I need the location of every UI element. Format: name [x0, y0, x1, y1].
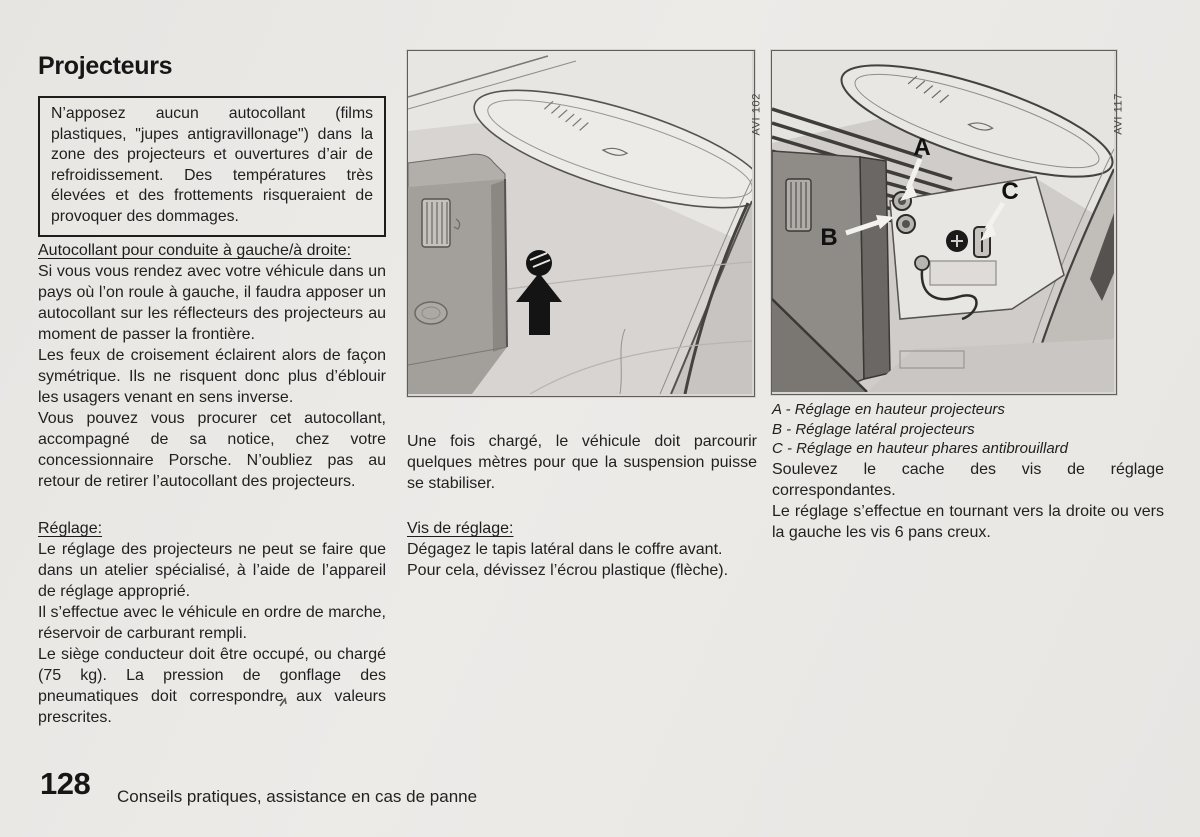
page-number: 128 [40, 766, 91, 801]
sticker-paragraph-1: Si vous vous rendez avec votre véhicule dans un pays où l’on roule à gauche, il faudra apposer un autocollant sur les réflecteurs des projecteurs au moment de passer la frontière. [38, 263, 386, 343]
adjusting-screws-heading: Vis de réglage: [407, 520, 514, 537]
sticker-paragraph-2: Les feux de croisement éclairent alors de façon symétrique. Ils ne risquent donc plus d’éblouir les usagers venant en sens inverse. [38, 347, 386, 406]
front-trunk-arrow-illustration [408, 51, 752, 394]
adjustment-paragraph-2: Il s’effectue avec le véhicule en ordre de marche, réservoir de carburant rempli. [38, 604, 386, 642]
page-title: Projecteurs [38, 52, 173, 80]
adjustment-section-heading: Réglage: [38, 520, 103, 537]
sticker-paragraph-3: Vous pouvez vous procurer cet autocollant, accompagné de sa notice, chez votre concessionnaire Porsche. N’oubliez pas au retour de retirer l’autocollant des projecteurs. [38, 410, 386, 490]
cover-paragraph: Soulevez le cache des vis de réglage correspondantes. [772, 460, 1164, 499]
scan-artifact-mark [278, 697, 291, 708]
figure1-code: AVI 102 [751, 93, 763, 136]
figure-adjustment-screws [771, 50, 1125, 395]
left-column [38, 240, 386, 728]
figure2-code: AVI 117 [1113, 93, 1125, 135]
figure2-caption-c: C - Réglage en hauteur phares antibrouillard [772, 440, 1069, 457]
figure2-caption-b: B - Réglage latéral projecteurs [772, 420, 975, 438]
callout-c-label: C [1001, 178, 1019, 205]
loaded-vehicle-paragraph: Une fois chargé, le véhicule doit parcourir quelques mètres pour que la suspension puisse se stabiliser. [407, 433, 757, 492]
chapter-title: Conseils pratiques, assistance en cas de panne [117, 787, 478, 806]
callout-b-label: B [820, 224, 838, 251]
warning-box: N’apposez aucun autocollant (films plastiques, "jupes antigravillonage") dans la zone des projecteurs et ouvertures d’air de refroidissement. Des températures très élevées et des frottements risqueraient de provoquer des dommages. [38, 96, 386, 237]
turning-paragraph: Le réglage s’effectue en tournant vers la droite ou vers la gauche les vis 6 pans creux. [772, 502, 1164, 541]
right-column [772, 400, 1164, 543]
callout-a-label: A [913, 134, 931, 161]
middle-column [407, 431, 757, 581]
figure-front-trunk-arrow [407, 50, 763, 397]
adjustment-paragraph-1: Le réglage des projecteurs ne peut se faire que dans un atelier spécialisé, à l’aide de l’appareil de réglage approprié. [38, 541, 386, 600]
adjustment-screws-illustration [772, 51, 1114, 392]
adjustment-paragraph-3: Le siège conducteur doit être occupé, ou chargé (75 kg). La pression de gonflage des pneumatiques doit correspondre aux valeurs prescrites. [38, 646, 386, 726]
sticker-section-heading: Autocollant pour conduite à gauche/à droite: [38, 242, 352, 259]
figure2-caption-a: A - Réglage en hauteur projecteurs [772, 401, 1005, 418]
carpet-paragraph-2: Pour cela, dévissez l’écrou plastique (flèche). [407, 562, 729, 579]
carpet-paragraph-1: Dégagez le tapis latéral dans le coffre avant. [407, 541, 723, 558]
